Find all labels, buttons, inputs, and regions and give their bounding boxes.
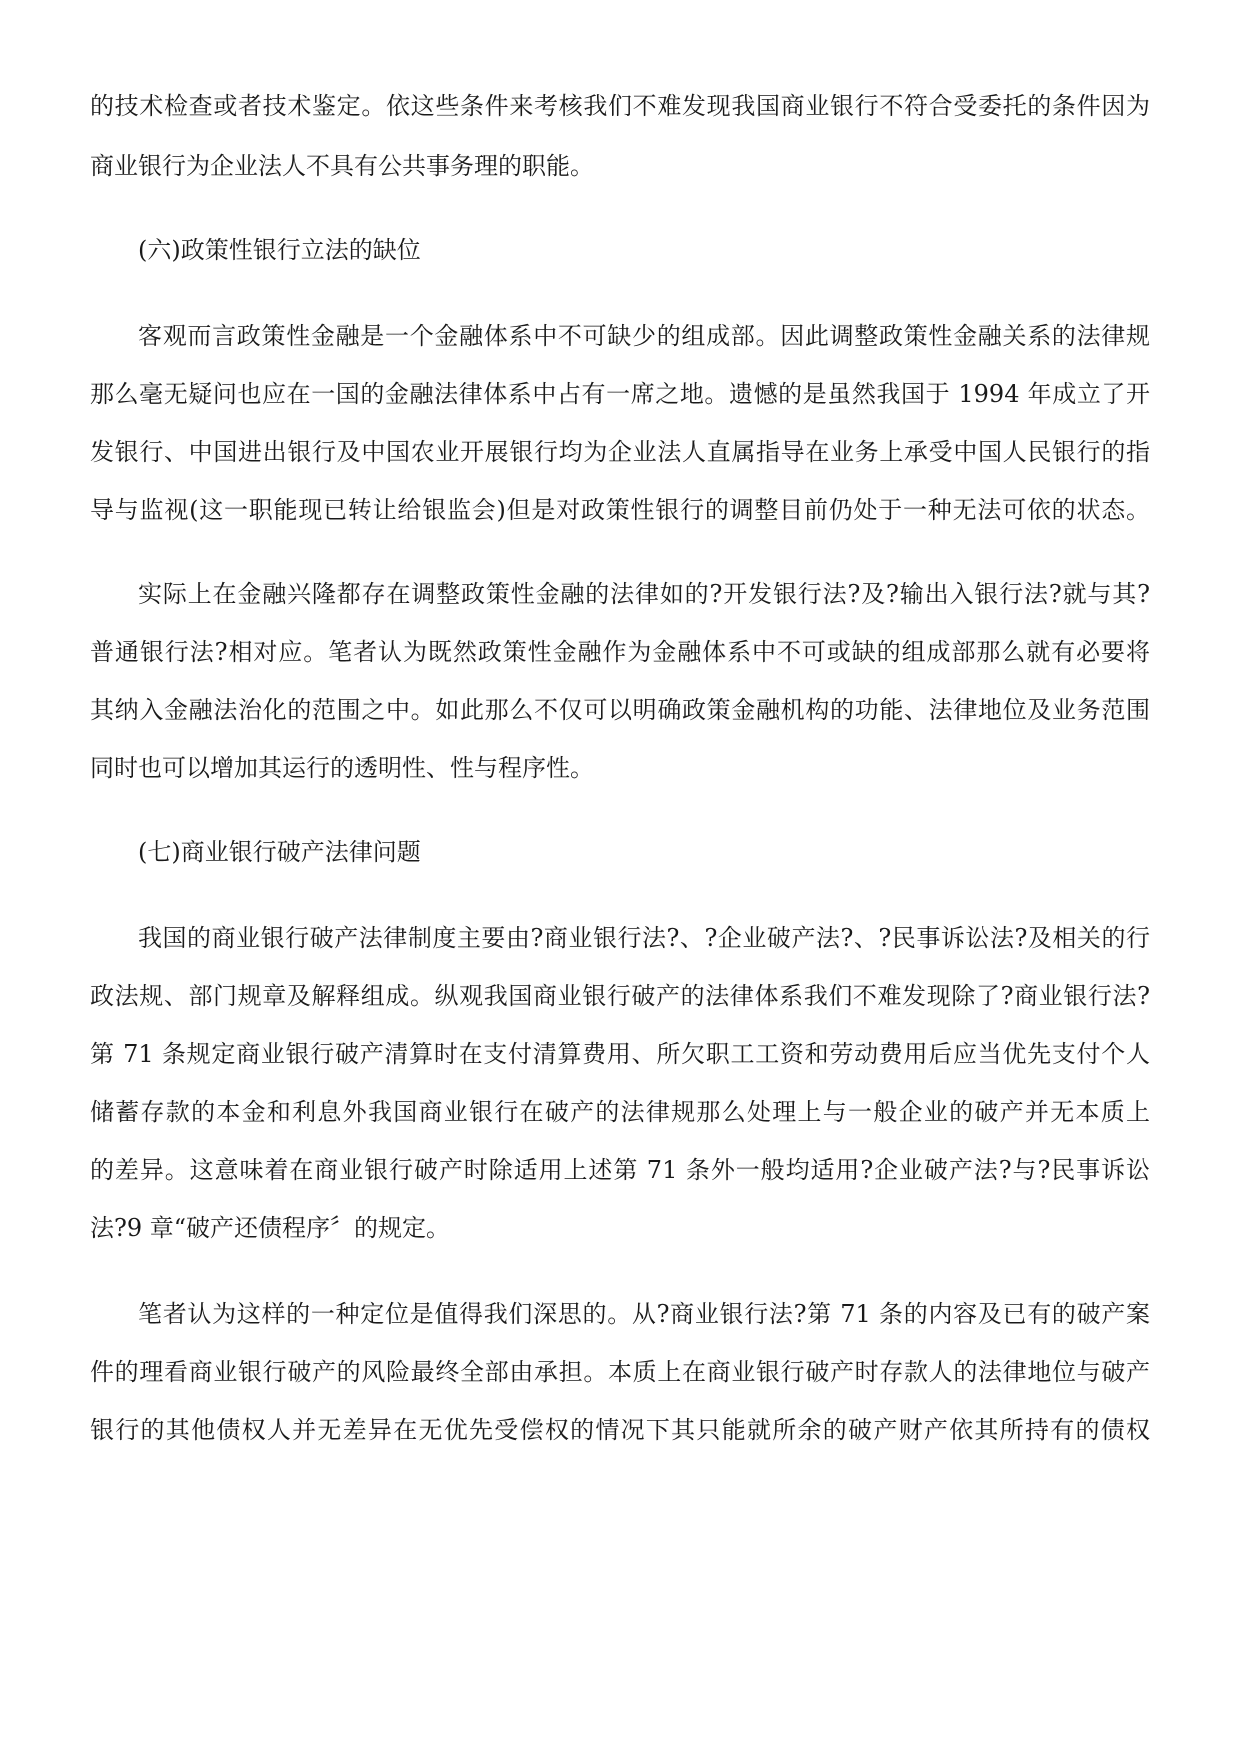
section-heading: (六)政策性银行立法的缺位 [138,236,421,264]
paragraph-line: 件的理看商业银行破产的风险最终全部由承担。本质上在商业银行破产时存款人的法律地位与破产 [90,1358,1150,1386]
paragraph-line: 我国的商业银行破产法律制度主要由?商业银行法?、?企业破产法?、?民事诉讼法?及相关的行 [138,924,1150,952]
paragraph-line: 的差异。这意味着在商业银行破产时除适用上述第 71 条外一般均适用?企业破产法?与?民事诉讼 [90,1156,1150,1184]
paragraph-line: 法?9 章“破产还债程序〞的规定。 [90,1214,451,1242]
paragraph-line: 普通银行法?相对应。笔者认为既然政策性金融作为金融体系中不可或缺的组成部那么就有必要将 [90,638,1150,666]
paragraph-line: 储蓄存款的本金和利息外我国商业银行在破产的法律规那么处理上与一般企业的破产并无本质上 [90,1098,1150,1126]
paragraph-line: 笔者认为这样的一种定位是值得我们深思的。从?商业银行法?第 71 条的内容及已有的破产案 [138,1300,1150,1328]
paragraph-line: 政法规、部门规章及解释组成。纵观我国商业银行破产的法律体系我们不难发现除了?商业银行法? [90,982,1150,1010]
paragraph-line: 那么毫无疑问也应在一国的金融法律体系中占有一席之地。遗憾的是虽然我国于 1994 年成立了开 [90,380,1150,408]
paragraph-line: 的技术检查或者技术鉴定。依这些条件来考核我们不难发现我国商业银行不符合受委托的条件因为 [90,92,1150,120]
paragraph-line: 同时也可以增加其运行的透明性、性与程序性。 [90,754,594,782]
paragraph-line: 商业银行为企业法人不具有公共事务理的职能。 [90,152,594,180]
paragraph-line: 第 71 条规定商业银行破产清算时在支付清算费用、所欠职工工资和劳动费用后应当优先支付个人 [90,1040,1150,1068]
paragraph-line: 导与监视(这一职能现已转让给银监会)但是对政策性银行的调整目前仍处于一种无法可依的状态。 [90,496,1150,524]
paragraph-line: 银行的其他债权人并无差异在无优先受偿权的情况下其只能就所余的破产财产依其所持有的债权 [90,1416,1150,1444]
section-heading: (七)商业银行破产法律问题 [138,838,421,866]
paragraph-line: 其纳入金融法治化的范围之中。如此那么不仅可以明确政策金融机构的功能、法律地位及业务范围 [90,696,1150,724]
paragraph-line: 实际上在金融兴隆都存在调整政策性金融的法律如的?开发银行法?及?输出入银行法?就与其? [138,580,1150,608]
paragraph-line: 客观而言政策性金融是一个金融体系中不可缺少的组成部。因此调整政策性金融关系的法律规 [138,322,1150,350]
paragraph-line: 发银行、中国进出银行及中国农业开展银行均为企业法人直属指导在业务上承受中国人民银行的指 [90,438,1150,466]
